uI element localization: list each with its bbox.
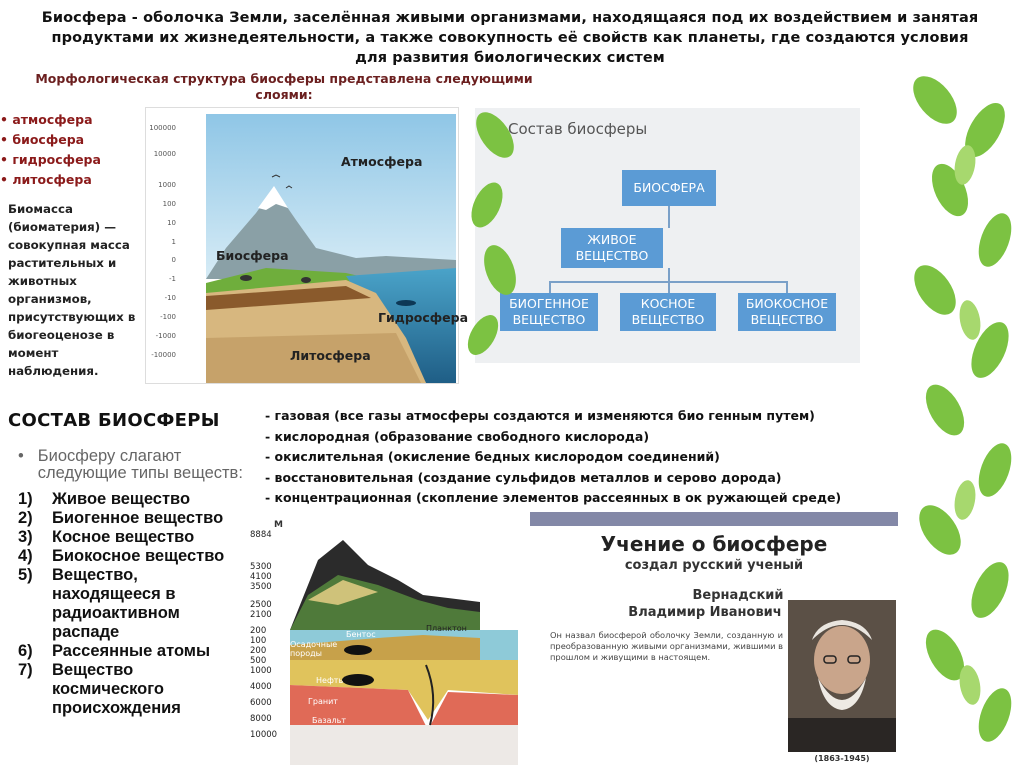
axis-tick: -1000 xyxy=(155,332,176,340)
vernadsky-name: Владимир Иванович xyxy=(628,605,782,620)
axis-tick: 2100 xyxy=(250,610,272,620)
lithosphere-label: Литосфера xyxy=(290,348,371,363)
axis-tick: 100 xyxy=(250,636,267,646)
biosphere-box: БИОСФЕРА xyxy=(622,170,716,206)
sediment-label: Осадочные породы xyxy=(290,640,338,658)
axis-tick: -100 xyxy=(160,313,176,321)
vernadsky-description: Он назвал биосферой оболочку Земли, созданную и преобразованную живыми организмами, жившими в прошлом и живущими в настоящем. xyxy=(550,630,783,662)
depth-axis xyxy=(250,530,284,740)
biosphere-label: Биосфера xyxy=(216,248,289,263)
function-item: - концентрационная (скопление элементов рассеянных в ок ружающей среде) xyxy=(265,490,842,505)
axis-tick: -1 xyxy=(169,275,176,283)
biosphere-layers-diagram xyxy=(145,107,469,384)
leaf-icon xyxy=(895,70,1024,767)
layer-item: • гидросфера xyxy=(0,152,101,167)
atmosphere-label: Атмосфера xyxy=(341,154,423,169)
axis-tick: 10000 xyxy=(250,730,278,740)
unit-label: М xyxy=(274,520,283,530)
basalt-label: Базальт xyxy=(312,716,347,725)
vernadsky-surname: Вернадский xyxy=(692,588,784,603)
living-substance-box: ЖИВОЕ ВЕЩЕСТВО xyxy=(561,228,663,268)
hydrosphere-label: Гидросфера xyxy=(378,310,469,325)
layers-list xyxy=(0,110,101,190)
plankton-label: Планктон xyxy=(426,624,467,633)
composition-heading: СОСТАВ БИОСФЕРЫ xyxy=(8,410,220,431)
axis-tick: 8884 xyxy=(250,530,272,540)
leaf-icon xyxy=(465,95,535,370)
list-item: 6) Рассеянные атомы xyxy=(18,642,211,660)
axis-tick: 200 xyxy=(250,626,267,636)
axis-tick: 0 xyxy=(171,256,176,264)
substances-intro: Биосферу слагают следующие типы веществ: xyxy=(37,447,243,482)
leaves-decoration-right xyxy=(895,70,1024,767)
biomass-definition: Биомасса (биоматерия) — совокупная масса растительных и животных организмов, присутствующих в биогеоценозе в момент наблюдения. xyxy=(8,202,136,378)
granite-label: Гранит xyxy=(308,697,338,706)
page-title: Биосфера - оболочка Земли, заселённая живыми организмами, находящаяся под их воздействием и занятая продуктами их жизнедеятельности, а также совокупность её свойств как планеты, где создаются условия для развития биологических систем xyxy=(41,10,979,66)
vernadsky-subheading: создал русский ученый xyxy=(624,558,804,573)
layer-item: • биосфера xyxy=(0,132,85,147)
inert-substance-box: КОСНОЕ ВЕЩЕСТВО xyxy=(620,293,716,331)
list-item: 2) Биогенное вещество xyxy=(18,509,224,527)
axis-tick: 500 xyxy=(250,656,267,666)
list-item: 5) Вещество, находящееся в радиоактивном распаде xyxy=(18,566,180,641)
function-item: - окислительная (окисление бедных кислородом соединений) xyxy=(265,449,720,464)
list-item: 7) Вещество космического происхождения xyxy=(18,661,181,717)
axis-tick: 100000 xyxy=(149,124,176,132)
morphology-heading: Морфологическая структура биосферы представлена следующими слоями: xyxy=(35,71,533,102)
list-item: 1) Живое вещество xyxy=(18,490,191,508)
axis-tick: 3500 xyxy=(250,582,272,592)
header-bar xyxy=(530,512,898,526)
composition-caption: Состав биосферы xyxy=(508,120,648,138)
axis-tick: -10000 xyxy=(151,351,176,359)
axis-tick: 10000 xyxy=(153,150,176,158)
function-item: - кислородная (образование свободного кислорода) xyxy=(265,428,650,444)
axis-tick: 10 xyxy=(167,219,176,227)
bioinert-substance-box: БИОКОСНОЕ ВЕЩЕСТВО xyxy=(738,293,836,331)
vernadsky-years: (1863-1945) xyxy=(814,754,870,763)
leaves-decoration-left xyxy=(465,95,535,370)
list-item: 4) Биокосное вещество xyxy=(18,547,225,565)
function-item: - восстановительная (создание сульфидов металлов и серово дорода) xyxy=(265,469,782,485)
portrait xyxy=(788,600,896,752)
axis-tick: -10 xyxy=(164,294,176,302)
axis-tick: 1 xyxy=(171,238,176,246)
layer-item: • литосфера xyxy=(0,172,92,187)
list-item: 3) Косное вещество xyxy=(18,528,195,546)
depth-illustration xyxy=(248,520,518,765)
vernadsky-heading: Учение о биосфере xyxy=(600,532,828,556)
axis-tick: 2500 xyxy=(250,600,272,610)
axis-tick: 8000 xyxy=(250,714,272,724)
biogenic-substance-box: БИОГЕННОЕ ВЕЩЕСТВО xyxy=(500,293,598,331)
bullet-icon: • xyxy=(18,447,24,465)
axis-tick: 4100 xyxy=(250,572,272,582)
layers-illustration xyxy=(146,108,458,383)
axis-tick: 6000 xyxy=(250,698,272,708)
axis-tick: 1000 xyxy=(250,666,272,676)
axis-tick: 1000 xyxy=(158,181,176,189)
axis-tick: 100 xyxy=(162,200,176,208)
layer-item: • атмосфера xyxy=(0,112,93,127)
vernadsky-card xyxy=(530,512,898,767)
function-item: - газовая (все газы атмосферы создаются и изменяются био генным путем) xyxy=(265,408,815,423)
axis-tick: 200 xyxy=(250,646,267,656)
depth-profile-diagram xyxy=(248,520,518,765)
oil-label: Нефть xyxy=(316,676,344,685)
axis-tick: 4000 xyxy=(250,682,272,692)
axis-tick: 5300 xyxy=(250,562,272,572)
substances-list xyxy=(18,448,248,718)
functions-list xyxy=(265,406,897,509)
benthos-label: Бентос xyxy=(346,630,376,639)
